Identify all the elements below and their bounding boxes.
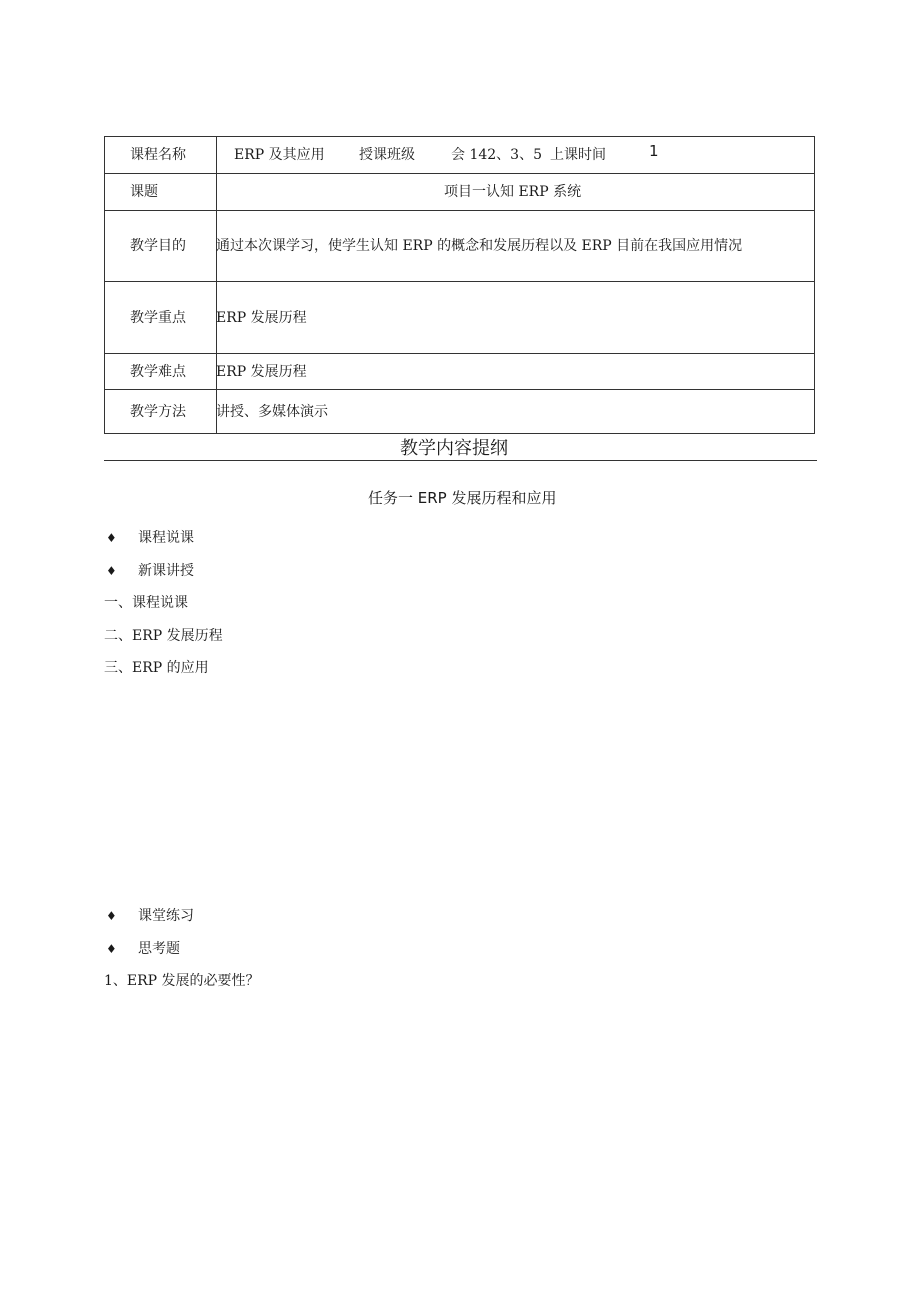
list-item	[106, 528, 117, 548]
teaching-method-value: 讲授、多媒体演示	[216, 404, 328, 420]
course-info-table	[104, 136, 815, 434]
bullet-diamond-icon: ♦	[106, 909, 117, 923]
section-heading: 二、ERP 发展历程	[104, 628, 223, 644]
table-row-divider	[104, 173, 815, 174]
course-name-label: 课程名称	[130, 147, 186, 163]
class-label: 授课班级	[359, 147, 415, 163]
teaching-purpose-label: 教学目的	[130, 238, 186, 254]
list-item-label: 新课讲授	[138, 563, 194, 579]
bullet-diamond-icon: ♦	[106, 564, 117, 578]
teaching-difficulty-value: ERP 发展历程	[216, 364, 307, 380]
outline-title: 教学内容提纲	[400, 438, 508, 459]
table-row-divider	[104, 281, 815, 282]
bullet-diamond-icon: ♦	[106, 531, 117, 545]
class-time-label: 上课时间	[550, 147, 606, 163]
teaching-key-label: 教学重点	[130, 310, 186, 326]
teaching-key-value: ERP 发展历程	[216, 310, 307, 326]
table-row-divider	[104, 353, 815, 354]
table-column-divider	[216, 136, 217, 434]
course-name-value: ERP 及其应用	[234, 147, 325, 163]
outline-underline	[104, 460, 817, 461]
list-item-label: 课堂练习	[138, 908, 194, 924]
topic-value: 项目一认知 ERP 系统	[444, 184, 582, 200]
table-border-left	[104, 136, 105, 434]
table-border-right	[814, 136, 815, 434]
table-row-divider	[104, 210, 815, 211]
list-item	[106, 561, 117, 581]
list-item	[106, 939, 117, 959]
task-title: 任务一 ERP 发展历程和应用	[368, 489, 557, 507]
teaching-difficulty-label: 教学难点	[130, 364, 186, 380]
table-border-bottom	[104, 433, 815, 434]
class-time-value: 1	[649, 142, 659, 160]
section-heading: 一、课程说课	[104, 595, 188, 611]
section-heading: 三、ERP 的应用	[104, 660, 209, 676]
teaching-method-label: 教学方法	[130, 404, 186, 420]
teaching-purpose-value: 通过本次课学习，使学生认知 ERP 的概念和发展历程以及 ERP 目前在我国应用情况	[216, 238, 743, 254]
bullet-diamond-icon: ♦	[106, 942, 117, 956]
table-row-divider	[104, 389, 815, 390]
list-item-label: 思考题	[138, 941, 180, 957]
topic-label: 课题	[130, 184, 158, 200]
class-value: 会 142、3、5	[451, 147, 542, 163]
question-item: 1、ERP 发展的必要性？	[104, 973, 260, 989]
list-item	[106, 906, 117, 926]
table-border-top	[104, 136, 815, 137]
list-item-label: 课程说课	[138, 530, 194, 546]
